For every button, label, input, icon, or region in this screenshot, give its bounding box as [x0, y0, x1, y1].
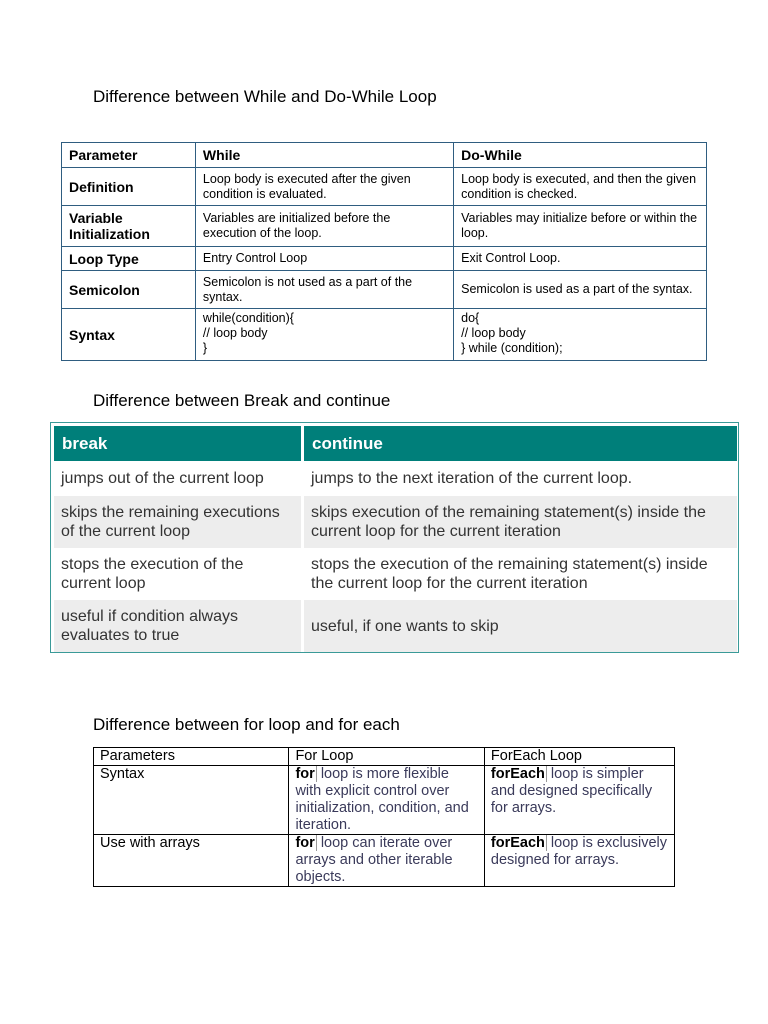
while-dowhile-table — [61, 142, 707, 361]
table-row — [54, 461, 737, 496]
heading-while-vs-dowhile: Difference between While and Do-While Loop — [93, 87, 437, 106]
for-text: loop can iterate over arrays and other iterable objects. — [295, 835, 453, 885]
for-cell — [289, 766, 484, 835]
for-cell — [289, 835, 484, 887]
break-continue-table-frame — [50, 422, 739, 653]
table-row — [62, 168, 707, 206]
heading-for-vs-foreach: Difference between for loop and for each — [93, 715, 400, 734]
header-foreach-loop: ForEach Loop — [484, 748, 674, 766]
continue-cell: useful, if one wants to skip — [304, 600, 737, 652]
dowhile-cell: Semicolon is used as a part of the syntax. — [454, 271, 707, 309]
while-cell: Variables are initialized before the execution of the loop. — [195, 206, 453, 247]
table-row — [54, 548, 737, 600]
table-row — [94, 766, 675, 835]
while-syntax-cell: while(condition){ // loop body } — [195, 309, 453, 361]
dowhile-cell: Loop body is executed, and then the given condition is checked. — [454, 168, 707, 206]
keyword-for: for — [295, 835, 315, 851]
foreach-cell — [484, 835, 674, 887]
table-header-row — [62, 143, 707, 168]
dowhile-cell: Exit Control Loop. — [454, 247, 707, 271]
while-cell: Semicolon is not used as a part of the syntax. — [195, 271, 453, 309]
table-row — [62, 271, 707, 309]
dowhile-cell: Variables may initialize before or within the loop. — [454, 206, 707, 247]
continue-cell: stops the execution of the remaining statement(s) inside the current loop for the current iteration — [304, 548, 737, 600]
table-header-row — [94, 748, 675, 766]
while-cell: Entry Control Loop — [195, 247, 453, 271]
break-cell: useful if condition always evaluates to true — [54, 600, 304, 652]
table-header-row — [54, 426, 737, 461]
keyword-foreach: forEach — [490, 766, 545, 782]
param-label: Semicolon — [62, 271, 196, 309]
for-text: loop is more flexible with explicit control over initialization, condition, and iteration. — [295, 766, 469, 833]
foreach-text: loop is exclusively designed for arrays. — [490, 835, 667, 868]
break-cell: skips the remaining executions of the current loop — [54, 496, 304, 548]
header-break: break — [54, 426, 304, 461]
table-row — [94, 835, 675, 887]
keyword-foreach: forEach — [490, 835, 545, 851]
continue-cell: jumps to the next iteration of the current loop. — [304, 461, 737, 496]
param-label: Definition — [62, 168, 196, 206]
header-parameters: Parameters — [94, 748, 289, 766]
foreach-text: loop is simpler and designed specifically for arrays. — [490, 766, 653, 816]
table-row — [54, 496, 737, 548]
header-while: While — [195, 143, 453, 168]
keyword-for: for — [295, 766, 315, 782]
for-foreach-table — [93, 747, 675, 887]
param-label: Syntax — [62, 309, 196, 361]
while-cell: Loop body is executed after the given condition is evaluated. — [195, 168, 453, 206]
param-label: Syntax — [94, 766, 289, 835]
param-label: Variable Initialization — [62, 206, 196, 247]
table-row — [54, 600, 737, 652]
param-label: Loop Type — [62, 247, 196, 271]
break-cell: jumps out of the current loop — [54, 461, 304, 496]
dowhile-syntax-cell: do{ // loop body } while (condition); — [454, 309, 707, 361]
continue-cell: skips execution of the remaining statement(s) inside the current loop for the current iteration — [304, 496, 737, 548]
heading-break-vs-continue: Difference between Break and continue — [93, 391, 391, 410]
header-parameter: Parameter — [62, 143, 196, 168]
foreach-cell — [484, 766, 674, 835]
table-row — [62, 309, 707, 361]
param-label: Use with arrays — [94, 835, 289, 887]
header-dowhile: Do-While — [454, 143, 707, 168]
table-row — [62, 206, 707, 247]
break-continue-table — [54, 426, 737, 652]
header-continue: continue — [304, 426, 737, 461]
header-for-loop: For Loop — [289, 748, 484, 766]
break-cell: stops the execution of the current loop — [54, 548, 304, 600]
table-row — [62, 247, 707, 271]
